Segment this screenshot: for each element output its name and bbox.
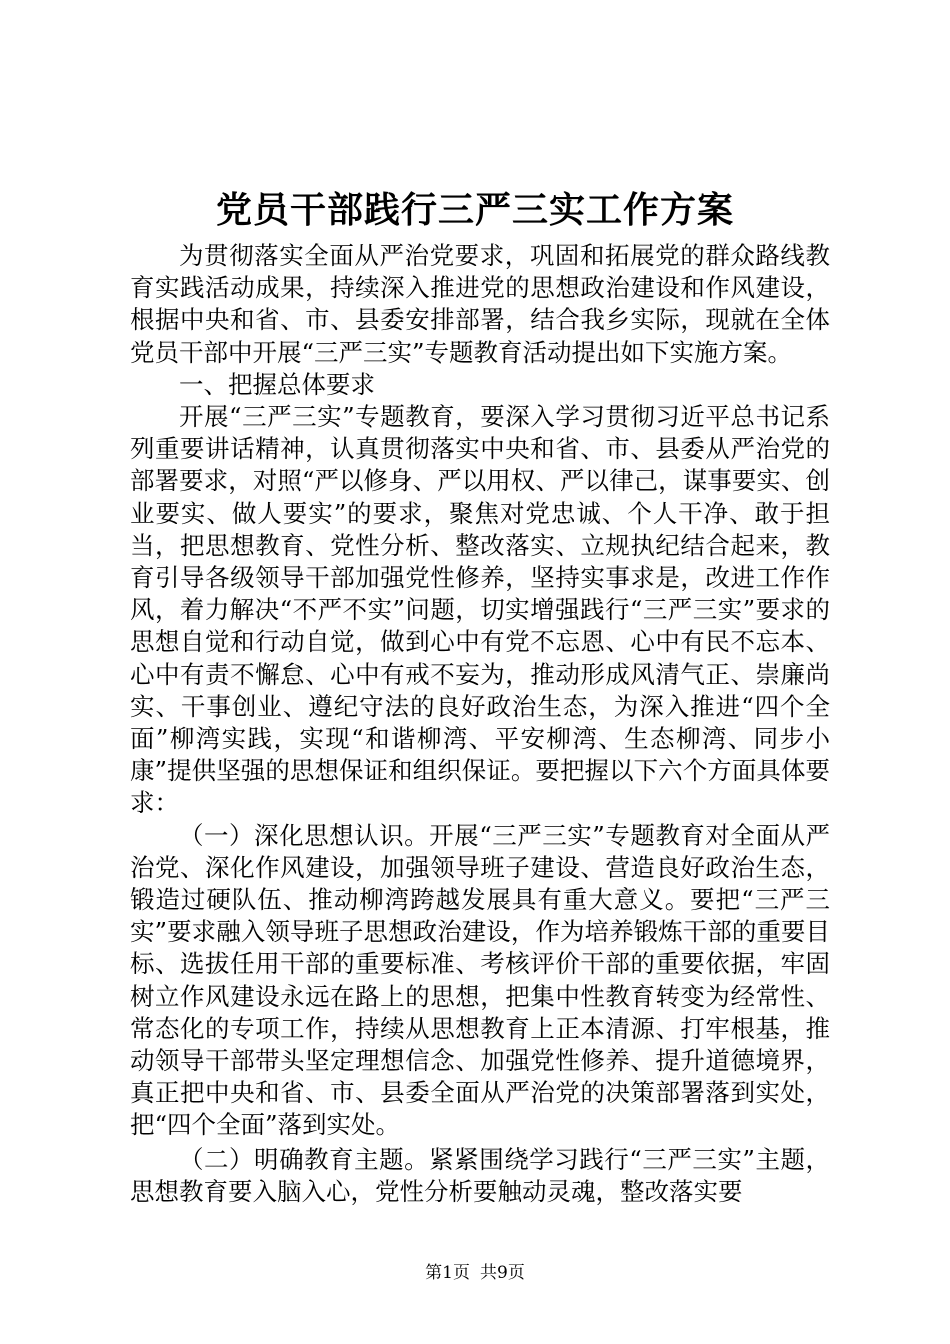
document-body (130, 240, 830, 1208)
page-footer (0, 1262, 950, 1284)
subsection-paragraph-1: （一）深化思想认识。开展“三严三实”专题教育对全面从严治党、深化作风建设，加强领导班子建设、营造良好政治生态，锻造过硬队伍、推动柳湾跨越发展具有重大意义。要把“三严三实”要求融入领导班子思想政治建设，作为培养锻炼干部的重要目标、选拔任用干部的重要标准、考核评价干部的重要依据，牢固树立作风建设永远在路上的思想，把集中性教育转变为经常性、常态化的专项工作，持续从思想教育上正本清源、打牢根基，推动领导干部带头坚定理想信念、加强党性修养、提升道德境界，真正把中央和省、市、县委全面从严治党的决策部署落到实处，把“四个全面”落到实处。 (130, 820, 830, 1140)
intro-paragraph: 为贯彻落实全面从严治党要求，巩固和拓展党的群众路线教育实践活动成果，持续深入推进党的思想政治建设和作风建设，根据中央和省、市、县委安排部署，结合我乡实际，现就在全体党员干部中开展“三严三实”专题教育活动提出如下实施方案。 (130, 241, 830, 367)
document-title: 党员干部践行三严三实工作方案 (215, 189, 734, 231)
body-paragraph: 开展“三严三实”专题教育，要深入学习贯彻习近平总书记系列重要讲话精神，认真贯彻落实中央和省、市、县委从严治党的部署要求，对照“严以修身、严以用权、严以律己，谋事要实、创业要实、做人要实”的要求，聚焦对党忠诚、个人干净、敢于担当，把思想教育、党性分析、整改落实、立规执纪结合起来，教育引导各级领导干部加强党性修养，坚持实事求是，改进工作作风，着力解决“不严不实”问题，切实增强践行“三严三实”要求的思想自觉和行动自觉，做到心中有党不忘恩、心中有民不忘本、心中有责不懈怠、心中有戒不妄为，推动形成风清气正、崇廉尚实、干事创业、遵纪守法的良好政治生态，为深入推进“四个全面”柳湾实践，实现“和谐柳湾、平安柳湾、生态柳湾、同步小康”提供坚强的思想保证和组织保证。要把握以下六个方面具体要求： (130, 402, 830, 818)
page-number: 第1页 (425, 1263, 470, 1283)
section-heading-1: 一、把握总体要求 (179, 369, 375, 399)
page-total: 共9页 (480, 1263, 525, 1283)
subsection-paragraph-2: （二）明确教育主题。紧紧围绕学习践行“三严三实”主题，思想教育要入脑入心，党性分析要触动灵魂，整改落实要 (130, 1144, 830, 1206)
